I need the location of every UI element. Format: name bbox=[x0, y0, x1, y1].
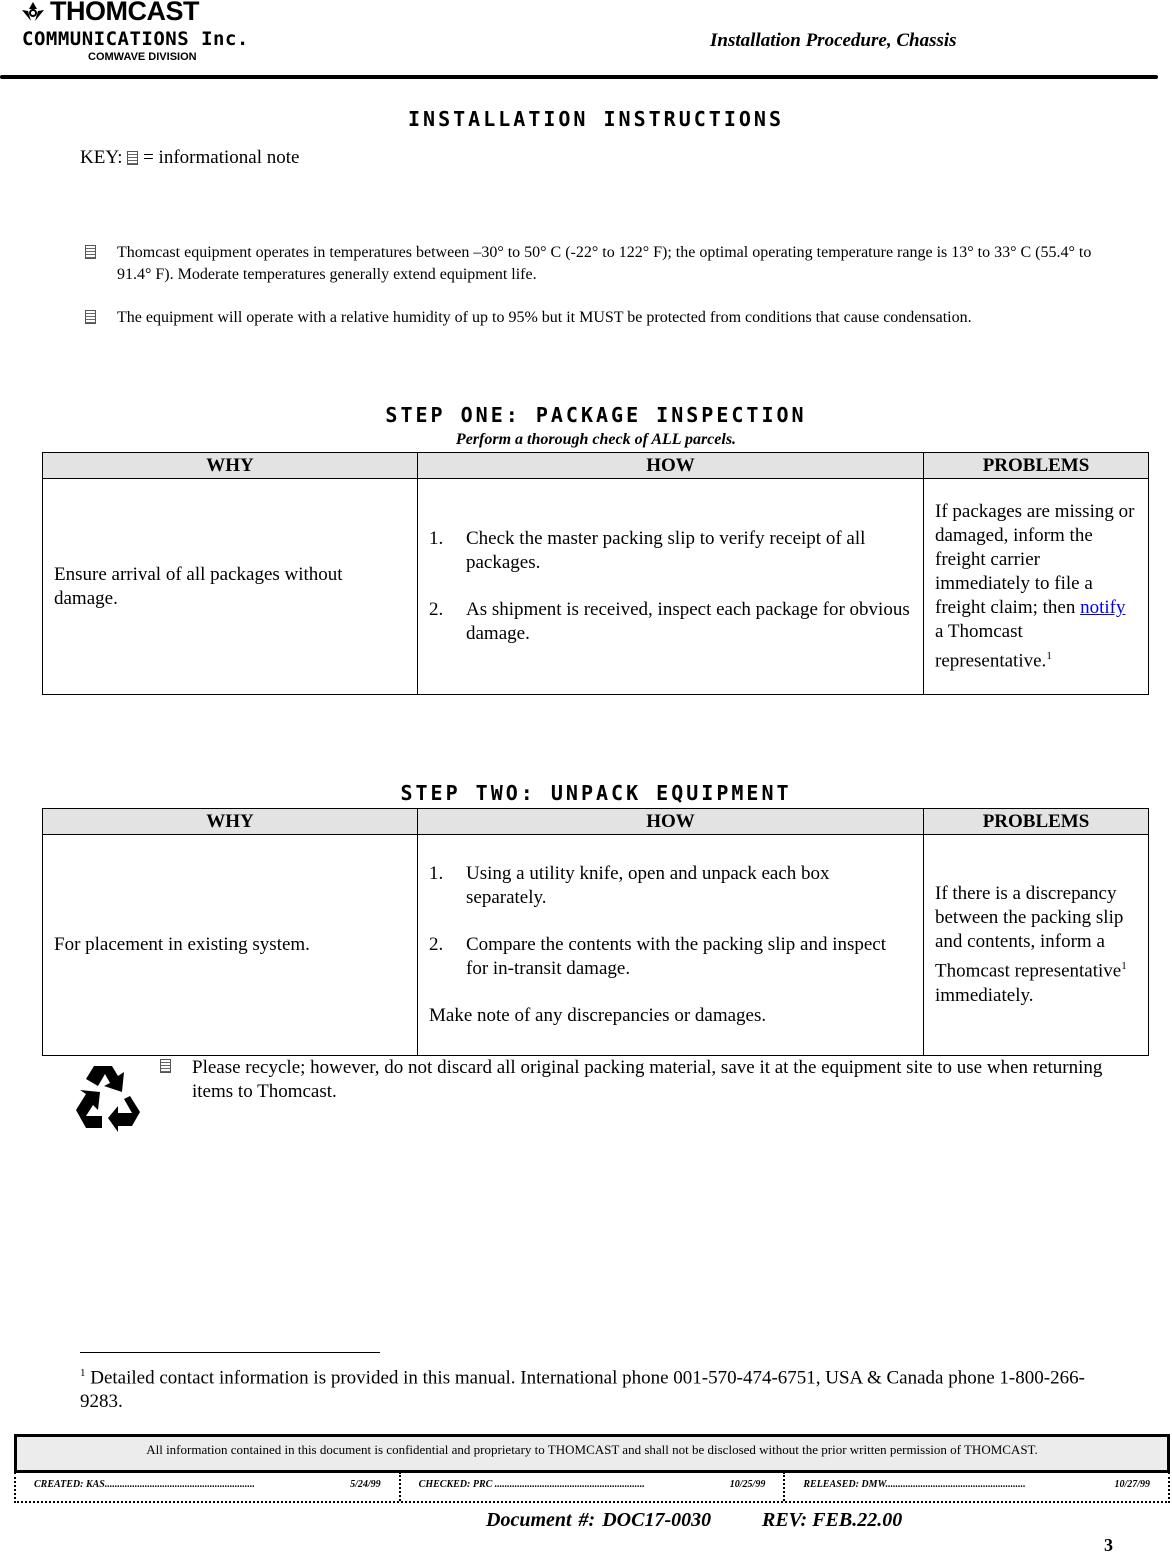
footnote: $^1$ Detailed contact information is provided in this manual. International phone 001-570-474-6751, USA & Canada phone 1-800-266-9283. bbox=[80, 1367, 1085, 1413]
note-text: Please recycle; however, do not discard all original packing material, save it at the equipment site to use when returning items to Thomcast. bbox=[192, 1057, 1103, 1102]
how-step: 2. Compare the contents with the packing slip and inspect for in-transit damage. bbox=[429, 934, 887, 979]
step-one-subtitle: Perform a thorough check of ALL parcels. bbox=[455, 431, 737, 448]
col-how: HOW bbox=[418, 809, 924, 835]
note-text: Thomcast equipment operates in temperatures between –30° to 50° C (-22° to 122° F); the optimal operating temperature range is 13° to 33° C (55.4° to 91.4° F). Moderate temperatures generally extend equipment life. bbox=[117, 244, 1092, 283]
page-title: INSTALLATION INSTRUCTIONS bbox=[407, 107, 785, 131]
page-number: 3 bbox=[1104, 1535, 1113, 1555]
note-icon bbox=[160, 1059, 171, 1073]
problems-cell: If packages are missing or damaged, inform the freight carrier immediately to file a freight claim; then notify a Thomcast representative.$^1$ bbox=[924, 479, 1149, 695]
revision: REV: FEB.22.00 bbox=[762, 1509, 903, 1531]
recycle-icon bbox=[72, 1062, 144, 1134]
how-step: 2. As shipment is received, inspect each package for obvious damage. bbox=[429, 599, 910, 644]
logo-company: COMMUNICATIONS Inc. bbox=[22, 28, 249, 50]
why-cell: Ensure arrival of all packages without damage. bbox=[43, 479, 418, 695]
how-note: Make note of any discrepancies or damages. bbox=[429, 1005, 767, 1026]
document-header-title: Installation Procedure, Chassis bbox=[710, 30, 957, 51]
how-step: 1. Check the master packing slip to verify receipt of all packages. bbox=[429, 528, 866, 573]
footnote-divider bbox=[80, 1352, 380, 1353]
col-how: HOW bbox=[418, 453, 924, 479]
col-problems: PROBLEMS bbox=[924, 809, 1149, 835]
why-cell: For placement in existing system. bbox=[43, 835, 418, 1056]
document-number: Document #: DOC17-0030 bbox=[486, 1509, 712, 1531]
key-label: KEY: bbox=[80, 147, 123, 168]
thomcast-logo-icon bbox=[22, 2, 44, 22]
checked-field: CHECKED: PRC ............................................................ 10/25/99 bbox=[401, 1472, 786, 1501]
key-text: = informational note bbox=[143, 147, 300, 168]
footnote-ref: 1 bbox=[1121, 960, 1127, 973]
logo-name: THOMCAST bbox=[50, 0, 199, 26]
created-field: CREATED: KAS............................................................ 5/24/99 bbox=[16, 1472, 401, 1501]
how-cell bbox=[418, 479, 924, 695]
notify-link[interactable]: notify bbox=[1080, 596, 1126, 618]
step-one-title: STEP ONE: PACKAGE INSPECTION bbox=[385, 403, 807, 427]
note-text: The equipment will operate with a relative humidity of up to 95% but it MUST be protected from conditions that cause condensation. bbox=[117, 309, 972, 326]
note-icon bbox=[85, 310, 96, 324]
step-one-table bbox=[42, 452, 1149, 695]
note-temperature bbox=[85, 242, 1105, 286]
col-why: WHY bbox=[43, 809, 418, 835]
how-step: 1. Using a utility knife, open and unpack each box separately. bbox=[429, 863, 830, 908]
released-field: RELEASED: DMW........................................................ 10/27/99 bbox=[803, 1479, 1151, 1490]
note-icon bbox=[85, 245, 96, 259]
key-legend bbox=[80, 147, 299, 169]
col-problems: PROBLEMS bbox=[924, 453, 1149, 479]
note-humidity bbox=[85, 307, 1105, 329]
note-icon bbox=[127, 151, 138, 165]
header-divider bbox=[0, 75, 1158, 79]
problems-cell: If there is a discrepancy between the packing slip and contents, inform a Thomcast representative$^1$ immediately. bbox=[924, 835, 1149, 1056]
how-cell bbox=[418, 835, 924, 1056]
logo-division: COMWAVE DIVISION bbox=[88, 51, 197, 63]
confidentiality-notice: All information contained in this document is confidential and proprietary to THOMCAST and shall not be disclosed without the prior written permission of THOMCAST. bbox=[14, 1434, 1170, 1473]
col-why: WHY bbox=[43, 453, 418, 479]
step-two-table bbox=[42, 808, 1149, 1056]
recycle-note bbox=[160, 1056, 1120, 1104]
footnote-ref: 1 bbox=[1046, 649, 1052, 662]
step-two-title: STEP TWO: UNPACK EQUIPMENT bbox=[400, 781, 792, 805]
signoff-row bbox=[14, 1472, 1170, 1503]
